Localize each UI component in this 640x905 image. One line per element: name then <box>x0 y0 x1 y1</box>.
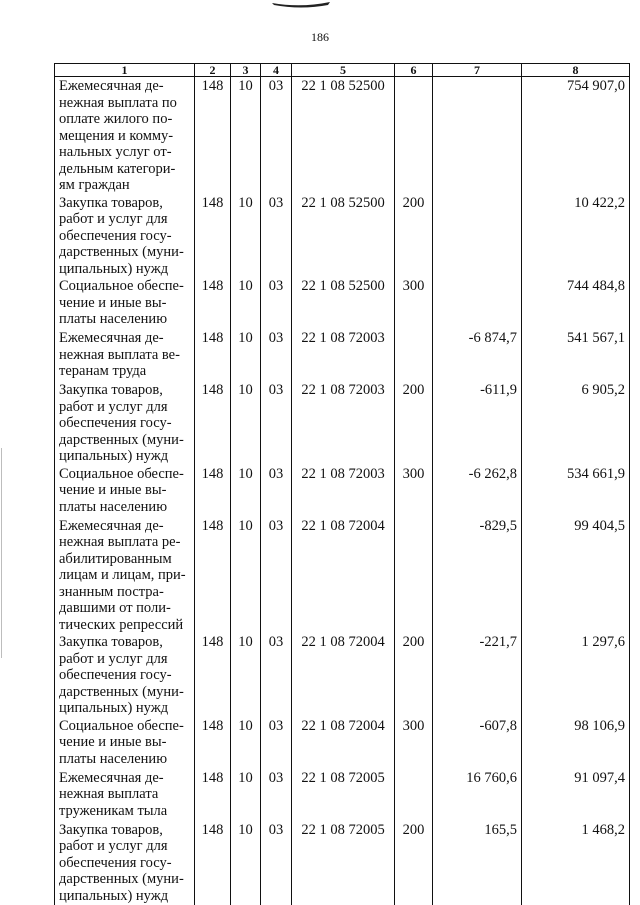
table-row <box>55 633 630 717</box>
change-amount-cell: -6 262,8 <box>433 465 522 517</box>
header-col-4: 4 <box>261 64 292 77</box>
expense-type-cell: 200 <box>395 633 433 717</box>
subsection-code-cell: 03 <box>261 717 292 769</box>
expense-type-cell: 200 <box>395 194 433 278</box>
total-amount-cell: 1 297,6 <box>522 633 630 717</box>
target-article-cell: 22 1 08 72005 <box>292 769 395 821</box>
total-amount-cell: 744 484,8 <box>522 277 630 329</box>
target-article-cell: 22 1 08 52500 <box>292 77 395 194</box>
ved-code-cell: 148 <box>195 465 231 517</box>
total-amount-cell: 1 468,2 <box>522 821 630 905</box>
ved-code-cell: 148 <box>195 77 231 194</box>
section-code-cell: 10 <box>231 77 261 194</box>
change-amount-cell <box>433 194 522 278</box>
change-amount-cell: -607,8 <box>433 717 522 769</box>
target-article-cell: 22 1 08 72003 <box>292 329 395 381</box>
table-row <box>55 769 630 821</box>
change-amount-cell: 165,5 <box>433 821 522 905</box>
subsection-code-cell: 03 <box>261 381 292 465</box>
header-col-1: 1 <box>55 64 195 77</box>
target-article-cell: 22 1 08 52500 <box>292 194 395 278</box>
subsection-code-cell: 03 <box>261 633 292 717</box>
table-row <box>55 277 630 329</box>
section-code-cell: 10 <box>231 465 261 517</box>
section-code-cell: 10 <box>231 517 261 634</box>
header-col-8: 8 <box>522 64 630 77</box>
change-amount-cell: -829,5 <box>433 517 522 634</box>
row-name-cell: Ежемесячная де- нежная выплата ве- теранам труда <box>55 329 195 381</box>
row-name-cell: Закупка товаров, работ и услуг для обеспечения госу- дарственных (муни- ципальных) нужд <box>55 633 195 717</box>
target-article-cell: 22 1 08 72004 <box>292 633 395 717</box>
subsection-code-cell: 03 <box>261 329 292 381</box>
ved-code-cell: 148 <box>195 277 231 329</box>
subsection-code-cell: 03 <box>261 194 292 278</box>
change-amount-cell: 16 760,6 <box>433 769 522 821</box>
expense-type-cell <box>395 517 433 634</box>
ved-code-cell: 148 <box>195 517 231 634</box>
table-row <box>55 465 630 517</box>
section-code-cell: 10 <box>231 821 261 905</box>
subsection-code-cell: 03 <box>261 517 292 634</box>
target-article-cell: 22 1 08 52500 <box>292 277 395 329</box>
row-name-cell: Социальное обеспе- чение и иные вы- платы населению <box>55 465 195 517</box>
total-amount-cell: 541 567,1 <box>522 329 630 381</box>
table-row <box>55 329 630 381</box>
table-row <box>55 517 630 634</box>
section-code-cell: 10 <box>231 381 261 465</box>
row-name-cell: Социальное обеспе- чение и иные вы- платы населению <box>55 277 195 329</box>
change-amount-cell <box>433 277 522 329</box>
total-amount-cell: 754 907,0 <box>522 77 630 194</box>
total-amount-cell: 10 422,2 <box>522 194 630 278</box>
expense-type-cell: 300 <box>395 277 433 329</box>
subsection-code-cell: 03 <box>261 821 292 905</box>
change-amount-cell <box>433 77 522 194</box>
target-article-cell: 22 1 08 72005 <box>292 821 395 905</box>
expense-type-cell: 300 <box>395 717 433 769</box>
change-amount-cell: -221,7 <box>433 633 522 717</box>
expense-type-cell <box>395 77 433 194</box>
expense-type-cell: 300 <box>395 465 433 517</box>
header-col-5: 5 <box>292 64 395 77</box>
row-name-cell: Ежемесячная де- нежная выплата труженикам тыла <box>55 769 195 821</box>
expense-type-cell <box>395 769 433 821</box>
table-row <box>55 381 630 465</box>
total-amount-cell: 99 404,5 <box>522 517 630 634</box>
row-name-cell: Закупка товаров, работ и услуг для обеспечения госу- дарственных (муни- ципальных) нужд <box>55 821 195 905</box>
budget-table <box>54 63 630 905</box>
subsection-code-cell: 03 <box>261 769 292 821</box>
section-code-cell: 10 <box>231 633 261 717</box>
section-code-cell: 10 <box>231 329 261 381</box>
ved-code-cell: 148 <box>195 194 231 278</box>
target-article-cell: 22 1 08 72003 <box>292 465 395 517</box>
row-name-cell: Закупка товаров, работ и услуг для обеспечения госу- дарственных (муни- ципальных) нужд <box>55 194 195 278</box>
subsection-code-cell: 03 <box>261 277 292 329</box>
total-amount-cell: 91 097,4 <box>522 769 630 821</box>
header-col-2: 2 <box>195 64 231 77</box>
row-name-cell: Ежемесячная де- нежная выплата ре- абилитированным лицам и лицам, при- знанным пострa- давшими от поли- тических репрессий <box>55 517 195 634</box>
section-code-cell: 10 <box>231 277 261 329</box>
total-amount-cell: 534 661,9 <box>522 465 630 517</box>
ved-code-cell: 148 <box>195 633 231 717</box>
expense-type-cell <box>395 329 433 381</box>
page-number: 186 <box>311 30 329 44</box>
expense-type-cell: 200 <box>395 821 433 905</box>
target-article-cell: 22 1 08 72003 <box>292 381 395 465</box>
scan-edge-mark <box>1 448 2 658</box>
expense-type-cell: 200 <box>395 381 433 465</box>
section-code-cell: 10 <box>231 769 261 821</box>
table-header-row <box>55 64 630 77</box>
scan-artifact-mark <box>270 0 332 8</box>
table-row <box>55 717 630 769</box>
subsection-code-cell: 03 <box>261 77 292 194</box>
row-name-cell: Ежемесячная де- нежная выплата по оплате жилого по- мещения и комму- нальных услуг от- дельным категори- ям граждан <box>55 77 195 194</box>
ved-code-cell: 148 <box>195 821 231 905</box>
subsection-code-cell: 03 <box>261 465 292 517</box>
total-amount-cell: 98 106,9 <box>522 717 630 769</box>
table-row <box>55 821 630 905</box>
ved-code-cell: 148 <box>195 769 231 821</box>
ved-code-cell: 148 <box>195 717 231 769</box>
ved-code-cell: 148 <box>195 381 231 465</box>
total-amount-cell: 6 905,2 <box>522 381 630 465</box>
header-col-6: 6 <box>395 64 433 77</box>
row-name-cell: Социальное обеспе- чение и иные вы- платы населению <box>55 717 195 769</box>
change-amount-cell: -6 874,7 <box>433 329 522 381</box>
section-code-cell: 10 <box>231 717 261 769</box>
target-article-cell: 22 1 08 72004 <box>292 517 395 634</box>
section-code-cell: 10 <box>231 194 261 278</box>
table-body <box>55 77 630 905</box>
table-row <box>55 77 630 194</box>
ved-code-cell: 148 <box>195 329 231 381</box>
header-col-7: 7 <box>433 64 522 77</box>
row-name-cell: Закупка товаров, работ и услуг для обеспечения госу- дарственных (муни- ципальных) нужд <box>55 381 195 465</box>
table-row <box>55 194 630 278</box>
header-col-3: 3 <box>231 64 261 77</box>
change-amount-cell: -611,9 <box>433 381 522 465</box>
target-article-cell: 22 1 08 72004 <box>292 717 395 769</box>
